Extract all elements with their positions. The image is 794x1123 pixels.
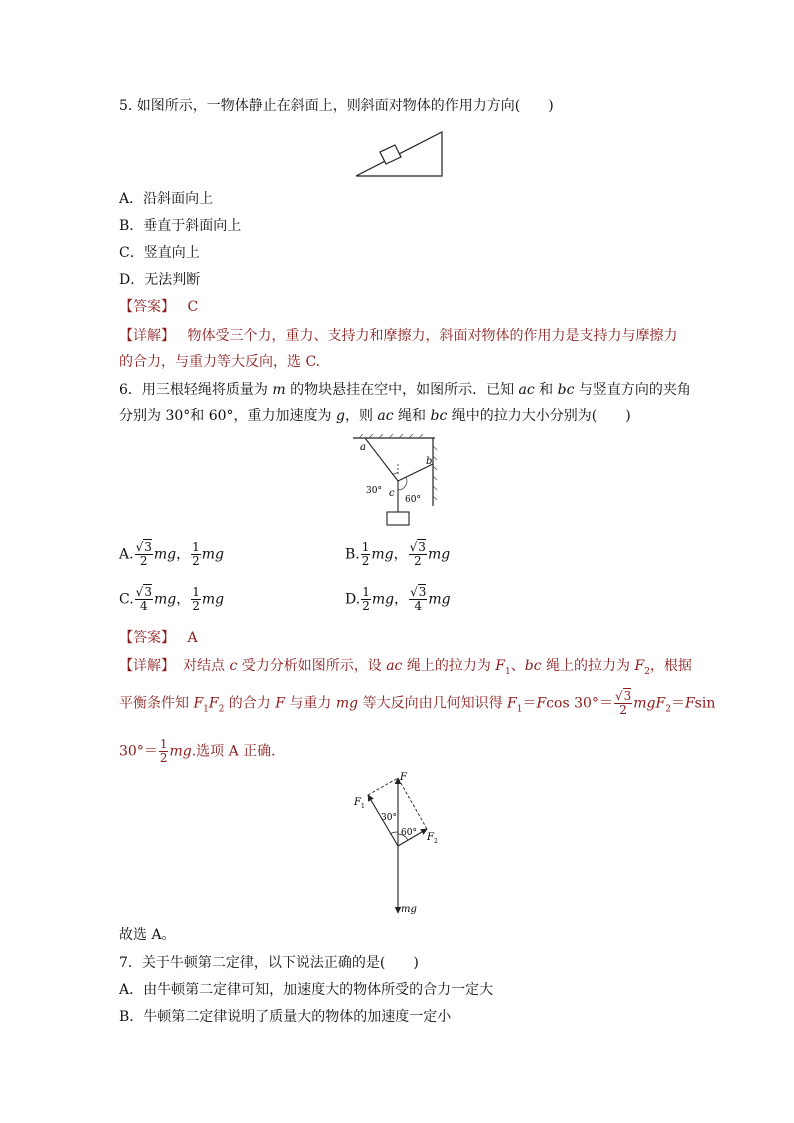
force-diagram — [345, 768, 455, 918]
svg-text:c: c — [389, 488, 395, 499]
svg-text:a: a — [360, 442, 366, 453]
q6-detail-line-3: 30°＝ $\frac{1}{2}$ mg.选项 A 正确． — [119, 737, 286, 765]
q5-answer — [119, 297, 198, 317]
svg-text:60°: 60° — [401, 828, 417, 838]
q5-option-b: B．垂直于斜面向上 — [119, 218, 242, 234]
hanging-block-figure — [345, 434, 445, 530]
svg-text:b: b — [426, 456, 433, 467]
answer-tag: 【答案】 — [119, 299, 175, 315]
svg-text:60°: 60° — [405, 495, 421, 505]
q7-option-a: A．由牛顿第二定律可知，加速度大的物体所受的合力一定大 — [119, 982, 494, 998]
svg-text:F: F — [400, 772, 407, 783]
svg-text:2: 2 — [434, 838, 438, 845]
q6-answer — [119, 628, 198, 648]
detail-tag: 【详解】 — [119, 328, 175, 344]
q5-option-c: C．竖直向上 — [119, 245, 200, 261]
q6-option-a: A. $\frac{√3}{2}$ mg， $\frac{1}{2}$ mg — [119, 540, 224, 568]
incline-figure — [350, 128, 450, 180]
q6-conclusion: 故选 A。 — [119, 927, 176, 943]
q7-stem: 7．关于牛顿第二定律，以下说法正确的是( ) — [119, 955, 419, 971]
q6-option-d: D. $\frac{1}{2}$ mg， $\frac{√3}{4}$ mg — [345, 585, 451, 613]
svg-text:mg: mg — [401, 904, 417, 915]
q6-detail-line-1: 【详解】 对结点 c 受力分析如图所示，设 ac 绳上的拉力为 $F_1$、bc 绳上的拉力为 $F_2$，根据 — [119, 658, 692, 677]
svg-text:F: F — [427, 832, 434, 843]
svg-text:1: 1 — [361, 803, 365, 810]
svg-text:30°: 30° — [366, 486, 382, 496]
q5-option-d: D．无法判断 — [119, 272, 201, 288]
detail-text: 物体受三个力，重力、支持力和摩擦力，斜面对物体的作用力是支持力与摩擦力 — [187, 328, 678, 344]
q7-option-b: B．牛顿第二定律说明了质量大的物体的加速度一定小 — [119, 1009, 452, 1025]
q5-detail-line-2: 的合力，与重力等大反向，选 C. — [119, 354, 321, 370]
q5-stem: 5. 如图所示，一物体静止在斜面上，则斜面对物体的作用力方向( ) — [119, 98, 554, 114]
answer-tag: 【答案】 — [119, 630, 175, 646]
q6-stem-line-2: 分别为 30°和 60°，重力加速度为 g，则 ac 绳和 bc 绳中的拉力大小分别为( ) — [119, 408, 631, 424]
answer-value: A — [187, 630, 198, 646]
q5-option-a: A．沿斜面向上 — [119, 191, 214, 207]
answer-value: C — [187, 299, 199, 315]
q5-detail-line-1 — [119, 326, 677, 346]
q6-option-c: C. $\frac{√3}{4}$ mg， $\frac{1}{2}$ mg — [119, 585, 225, 613]
q6-detail-line-2: 平衡条件知 $F_1F_2$ 的合力 F 与重力 mg 等大反向由几何知识得 $F_1=Fcos$ 30°＝ $\frac{√3}{2}$ mgF$_2$＝Fsin — [119, 689, 716, 717]
q6-option-b: B. $\frac{1}{2}$ mg， $\frac{√3}{2}$ mg — [345, 540, 451, 568]
svg-text:30°: 30° — [381, 813, 397, 823]
svg-text:F: F — [354, 797, 361, 808]
q6-stem-line-1: 6．用三根轻绳将质量为 m 的物块悬挂在空中，如图所示．已知 ac 和 bc 与竖直方向的夹角 — [119, 382, 691, 398]
